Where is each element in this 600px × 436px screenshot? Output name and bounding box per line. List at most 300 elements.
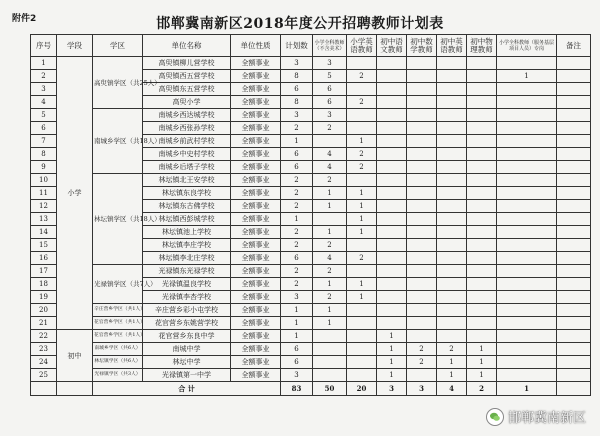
mid-math-cell [407, 278, 437, 291]
mid-physics-cell [467, 122, 497, 135]
district-cell: 花官营乡学区（共1人） [93, 317, 143, 330]
total-row [31, 382, 591, 396]
total-english-cell: 20 [347, 382, 377, 396]
mid-english-cell [437, 122, 467, 135]
unit-type-cell: 全额事业 [231, 213, 281, 226]
unit-name-cell: 辛庄营乡彩小屯学校 [143, 304, 231, 317]
special-post-cell [497, 252, 557, 265]
remarks-cell [557, 343, 591, 356]
plan-count-cell: 1 [281, 304, 313, 317]
english-teacher-cell: 1 [347, 187, 377, 200]
unit-type-cell: 全额事业 [231, 317, 281, 330]
mid-physics-cell [467, 239, 497, 252]
unit-type-cell: 全额事业 [231, 122, 281, 135]
row-index: 4 [31, 96, 57, 109]
table-row [31, 265, 591, 278]
row-index: 11 [31, 187, 57, 200]
unit-type-cell: 全额事业 [231, 135, 281, 148]
total-m-english-cell: 4 [437, 382, 467, 396]
mid-math-cell [407, 252, 437, 265]
row-index: 23 [31, 343, 57, 356]
general-teacher-cell: 1 [313, 304, 347, 317]
plan-count-cell: 6 [281, 148, 313, 161]
english-teacher-cell: 1 [347, 200, 377, 213]
mid-english-cell [437, 317, 467, 330]
mid-english-cell [437, 291, 467, 304]
row-index: 21 [31, 317, 57, 330]
mid-english-cell [437, 239, 467, 252]
table-header-row [31, 35, 591, 57]
mid-english-cell [437, 187, 467, 200]
mid-physics-cell [467, 57, 497, 70]
mid-math-cell [407, 213, 437, 226]
plan-count-cell: 6 [281, 83, 313, 96]
mid-math-cell [407, 200, 437, 213]
total-blank-cell [31, 382, 57, 396]
stage-cell: 初中 [57, 330, 93, 382]
mid-physics-cell [467, 304, 497, 317]
english-teacher-cell: 1 [347, 278, 377, 291]
plan-count-cell: 2 [281, 174, 313, 187]
mid-physics-cell [467, 317, 497, 330]
row-index: 6 [31, 122, 57, 135]
special-post-cell [497, 57, 557, 70]
special-post-cell [497, 83, 557, 96]
remarks-cell [557, 330, 591, 343]
plan-count-cell: 3 [281, 109, 313, 122]
unit-type-cell: 全额事业 [231, 200, 281, 213]
general-teacher-cell [313, 330, 347, 343]
english-teacher-cell [347, 265, 377, 278]
mid-chinese-cell [377, 135, 407, 148]
total-plan-cell: 83 [281, 382, 313, 396]
table-row [31, 343, 591, 356]
unit-type-cell: 全额事业 [231, 148, 281, 161]
unit-name-cell: 南城乡西达城学校 [143, 109, 231, 122]
table-row [31, 356, 591, 369]
mid-chinese-cell: 1 [377, 330, 407, 343]
header-general-teacher: 小学全科教师（不含美术） [313, 35, 347, 57]
mid-chinese-cell [377, 317, 407, 330]
mid-physics-cell [467, 70, 497, 83]
unit-type-cell: 全额事业 [231, 161, 281, 174]
stage-cell: 小学 [57, 57, 93, 330]
unit-type-cell: 全额事业 [231, 330, 281, 343]
row-index: 2 [31, 70, 57, 83]
mid-math-cell [407, 304, 437, 317]
mid-math-cell [407, 135, 437, 148]
mid-english-cell [437, 161, 467, 174]
plan-count-cell: 6 [281, 356, 313, 369]
header-special-post: 小学全科教师（服务基层项目人员）专岗 [497, 35, 557, 57]
row-index: 8 [31, 148, 57, 161]
header-district: 学区 [93, 35, 143, 57]
row-index: 24 [31, 356, 57, 369]
unit-type-cell: 全额事业 [231, 343, 281, 356]
english-teacher-cell: 1 [347, 135, 377, 148]
mid-chinese-cell [377, 278, 407, 291]
english-teacher-cell: 1 [347, 213, 377, 226]
mid-math-cell [407, 161, 437, 174]
unit-name-cell: 高臾镇柳儿营学校 [143, 57, 231, 70]
mid-math-cell [407, 174, 437, 187]
english-teacher-cell [347, 57, 377, 70]
row-index: 15 [31, 239, 57, 252]
attachment-label: 附件2 [12, 14, 37, 24]
mid-math-cell [407, 330, 437, 343]
district-cell: 光禄镇学区（共7人） [93, 265, 143, 304]
remarks-cell [557, 122, 591, 135]
general-teacher-cell: 3 [313, 57, 347, 70]
general-teacher-cell: 5 [313, 70, 347, 83]
unit-type-cell: 全额事业 [231, 187, 281, 200]
mid-physics-cell [467, 200, 497, 213]
row-index: 12 [31, 200, 57, 213]
total-general-cell: 50 [313, 382, 347, 396]
unit-type-cell: 全额事业 [231, 252, 281, 265]
plan-count-cell: 3 [281, 369, 313, 382]
unit-name-cell: 光禄镇温良学校 [143, 278, 231, 291]
special-post-cell [497, 239, 557, 252]
row-index: 22 [31, 330, 57, 343]
plan-count-cell: 8 [281, 70, 313, 83]
district-cell: 南城乡学区（共18人） [93, 109, 143, 174]
unit-type-cell: 全额事业 [231, 291, 281, 304]
header-plan-count: 计划数 [281, 35, 313, 57]
plan-count-cell: 2 [281, 239, 313, 252]
row-index: 7 [31, 135, 57, 148]
general-teacher-cell: 1 [313, 226, 347, 239]
unit-name-cell: 南城乡中史村学校 [143, 148, 231, 161]
remarks-cell [557, 187, 591, 200]
general-teacher-cell [313, 135, 347, 148]
mid-chinese-cell [377, 265, 407, 278]
english-teacher-cell: 1 [347, 226, 377, 239]
general-teacher-cell: 6 [313, 96, 347, 109]
mid-english-cell: 2 [437, 343, 467, 356]
unit-type-cell: 全额事业 [231, 278, 281, 291]
general-teacher-cell: 2 [313, 265, 347, 278]
general-teacher-cell: 4 [313, 161, 347, 174]
unit-name-cell: 光禄镇东光禄学校 [143, 265, 231, 278]
mid-chinese-cell [377, 96, 407, 109]
general-teacher-cell: 2 [313, 174, 347, 187]
row-index: 3 [31, 83, 57, 96]
header-mid-english: 初中英语教师 [437, 35, 467, 57]
remarks-cell [557, 356, 591, 369]
row-index: 1 [31, 57, 57, 70]
general-teacher-cell: 4 [313, 148, 347, 161]
plan-count-cell: 6 [281, 161, 313, 174]
mid-chinese-cell [377, 174, 407, 187]
mid-chinese-cell [377, 109, 407, 122]
english-teacher-cell [347, 343, 377, 356]
mid-math-cell [407, 317, 437, 330]
special-post-cell [497, 200, 557, 213]
plan-count-cell: 1 [281, 135, 313, 148]
english-teacher-cell: 1 [347, 291, 377, 304]
total-label: 合 计 [93, 382, 281, 396]
special-post-cell [497, 304, 557, 317]
plan-count-cell: 1 [281, 213, 313, 226]
table-row [31, 174, 591, 187]
mid-math-cell [407, 187, 437, 200]
mid-math-cell [407, 96, 437, 109]
mid-english-cell [437, 109, 467, 122]
unit-name-cell: 高臾镇西五营学校 [143, 70, 231, 83]
mid-physics-cell [467, 96, 497, 109]
mid-chinese-cell [377, 291, 407, 304]
english-teacher-cell [347, 304, 377, 317]
header-mid-physics: 初中物理教师 [467, 35, 497, 57]
general-teacher-cell [313, 213, 347, 226]
english-teacher-cell [347, 239, 377, 252]
mid-physics-cell: 1 [467, 343, 497, 356]
mid-english-cell [437, 148, 467, 161]
mid-chinese-cell [377, 57, 407, 70]
remarks-cell [557, 96, 591, 109]
total-blank-cell [57, 382, 93, 396]
mid-english-cell [437, 304, 467, 317]
english-teacher-cell [347, 317, 377, 330]
district-cell: 林坛镇学区（共6人） [93, 356, 143, 369]
mid-chinese-cell [377, 83, 407, 96]
total-m-math-cell: 3 [407, 382, 437, 396]
remarks-cell [557, 161, 591, 174]
mid-physics-cell: 1 [467, 356, 497, 369]
mid-math-cell [407, 239, 437, 252]
general-teacher-cell: 1 [313, 317, 347, 330]
special-post-cell [497, 109, 557, 122]
mid-english-cell [437, 226, 467, 239]
mid-chinese-cell: 1 [377, 356, 407, 369]
general-teacher-cell: 1 [313, 200, 347, 213]
general-teacher-cell: 6 [313, 83, 347, 96]
header-english-teacher: 小学英语教师 [347, 35, 377, 57]
mid-english-cell [437, 252, 467, 265]
mid-physics-cell [467, 278, 497, 291]
remarks-cell [557, 252, 591, 265]
remarks-cell [557, 369, 591, 382]
table-row [31, 57, 591, 70]
row-index: 25 [31, 369, 57, 382]
unit-name-cell: 林坛镇北王安学校 [143, 174, 231, 187]
unit-type-cell: 全额事业 [231, 239, 281, 252]
remarks-cell [557, 200, 591, 213]
english-teacher-cell: 2 [347, 96, 377, 109]
plan-count-cell: 3 [281, 57, 313, 70]
english-teacher-cell [347, 109, 377, 122]
mid-math-cell [407, 83, 437, 96]
mid-math-cell [407, 148, 437, 161]
mid-physics-cell [467, 252, 497, 265]
unit-name-cell: 林坛镇西彭城学校 [143, 213, 231, 226]
mid-english-cell [437, 135, 467, 148]
mid-chinese-cell [377, 122, 407, 135]
remarks-cell [557, 304, 591, 317]
unit-name-cell: 南城中学 [143, 343, 231, 356]
unit-name-cell: 林坛中学 [143, 356, 231, 369]
special-post-cell [497, 343, 557, 356]
remarks-cell [557, 226, 591, 239]
unit-name-cell: 高臾小学 [143, 96, 231, 109]
remarks-cell [557, 291, 591, 304]
row-index: 17 [31, 265, 57, 278]
special-post-cell [497, 369, 557, 382]
row-index: 5 [31, 109, 57, 122]
unit-type-cell: 全额事业 [231, 174, 281, 187]
remarks-cell [557, 239, 591, 252]
unit-name-cell: 林坛镇池上学校 [143, 226, 231, 239]
mid-english-cell [437, 278, 467, 291]
general-teacher-cell [313, 369, 347, 382]
row-index: 9 [31, 161, 57, 174]
watermark [486, 407, 586, 426]
remarks-cell [557, 213, 591, 226]
header-remarks: 备注 [557, 35, 591, 57]
general-teacher-cell: 1 [313, 187, 347, 200]
mid-math-cell [407, 226, 437, 239]
remarks-cell [557, 278, 591, 291]
remarks-cell [557, 148, 591, 161]
mid-english-cell [437, 174, 467, 187]
row-index: 18 [31, 278, 57, 291]
unit-name-cell: 林坛镇东古佛学校 [143, 200, 231, 213]
mid-chinese-cell [377, 304, 407, 317]
mid-physics-cell [467, 174, 497, 187]
district-cell: 花官营乡学区（共1人） [93, 330, 143, 343]
table-row [31, 304, 591, 317]
unit-name-cell: 林坛镇李北庄学校 [143, 252, 231, 265]
english-teacher-cell: 2 [347, 161, 377, 174]
mid-english-cell [437, 265, 467, 278]
remarks-cell [557, 83, 591, 96]
unit-type-cell: 全额事业 [231, 265, 281, 278]
unit-name-cell: 南城乡后塔子学校 [143, 161, 231, 174]
general-teacher-cell: 2 [313, 239, 347, 252]
unit-name-cell: 林坛镇东良学校 [143, 187, 231, 200]
remarks-cell [557, 265, 591, 278]
remarks-cell [557, 57, 591, 70]
remarks-cell [557, 135, 591, 148]
mid-math-cell [407, 291, 437, 304]
header-index: 序号 [31, 35, 57, 57]
mid-physics-cell [467, 330, 497, 343]
total-m-physics-cell: 2 [467, 382, 497, 396]
unit-type-cell: 全额事业 [231, 369, 281, 382]
plan-count-cell: 8 [281, 96, 313, 109]
special-post-cell [497, 356, 557, 369]
mid-math-cell: 2 [407, 343, 437, 356]
mid-physics-cell: 1 [467, 369, 497, 382]
english-teacher-cell [347, 356, 377, 369]
plan-count-cell: 2 [281, 226, 313, 239]
special-post-cell [497, 213, 557, 226]
row-index: 16 [31, 252, 57, 265]
row-index: 10 [31, 174, 57, 187]
mid-english-cell: 1 [437, 356, 467, 369]
mid-physics-cell [467, 135, 497, 148]
special-post-cell [497, 174, 557, 187]
header-stage: 学段 [57, 35, 93, 57]
remarks-cell [557, 317, 591, 330]
mid-physics-cell [467, 148, 497, 161]
special-post-cell [497, 135, 557, 148]
unit-type-cell: 全额事业 [231, 356, 281, 369]
mid-math-cell [407, 57, 437, 70]
district-cell: 高臾镇学区（共25人） [93, 57, 143, 109]
unit-type-cell: 全额事业 [231, 57, 281, 70]
plan-count-cell: 2 [281, 200, 313, 213]
special-post-cell [497, 122, 557, 135]
mid-english-cell [437, 83, 467, 96]
plan-count-cell: 1 [281, 330, 313, 343]
mid-english-cell [437, 213, 467, 226]
english-teacher-cell: 2 [347, 252, 377, 265]
table-row [31, 330, 591, 343]
mid-chinese-cell [377, 252, 407, 265]
district-cell: 辛庄营乡学区（共1人） [93, 304, 143, 317]
unit-type-cell: 全额事业 [231, 226, 281, 239]
mid-english-cell [437, 200, 467, 213]
watermark-text: 邯郸冀南新区 [507, 411, 586, 426]
english-teacher-cell [347, 122, 377, 135]
general-teacher-cell [313, 356, 347, 369]
plan-count-cell: 2 [281, 265, 313, 278]
row-index: 13 [31, 213, 57, 226]
mid-physics-cell [467, 83, 497, 96]
special-post-cell [497, 265, 557, 278]
page-title: 邯郸冀南新区2018年度公开招聘教师计划表 [156, 16, 444, 32]
plan-count-cell: 2 [281, 122, 313, 135]
special-post-cell: 1 [497, 70, 557, 83]
table-row [31, 369, 591, 382]
unit-type-cell: 全额事业 [231, 304, 281, 317]
table-row [31, 109, 591, 122]
plan-count-cell: 1 [281, 317, 313, 330]
unit-type-cell: 全额事业 [231, 70, 281, 83]
recruitment-plan-table [30, 34, 591, 396]
plan-count-cell: 6 [281, 343, 313, 356]
unit-name-cell: 花官营乡东姚营学校 [143, 317, 231, 330]
row-index: 20 [31, 304, 57, 317]
unit-name-cell: 光禄镇李杏学校 [143, 291, 231, 304]
special-post-cell [497, 161, 557, 174]
mid-physics-cell [467, 265, 497, 278]
total-special-cell: 1 [497, 382, 557, 396]
english-teacher-cell [347, 369, 377, 382]
total-m-chinese-cell: 3 [377, 382, 407, 396]
special-post-cell [497, 187, 557, 200]
mid-physics-cell [467, 213, 497, 226]
mid-math-cell [407, 265, 437, 278]
table-row [31, 317, 591, 330]
mid-chinese-cell [377, 226, 407, 239]
header-unit-name: 单位名称 [143, 35, 231, 57]
mid-english-cell: 1 [437, 369, 467, 382]
mid-chinese-cell [377, 187, 407, 200]
english-teacher-cell: 2 [347, 148, 377, 161]
district-cell: 光禄镇学区（共3人） [93, 369, 143, 382]
header-unit-type: 单位性质 [231, 35, 281, 57]
mid-math-cell [407, 369, 437, 382]
unit-name-cell: 林坛镇李庄学校 [143, 239, 231, 252]
unit-type-cell: 全额事业 [231, 83, 281, 96]
header-mid-chinese: 初中语文教师 [377, 35, 407, 57]
remarks-cell [557, 109, 591, 122]
mid-english-cell [437, 57, 467, 70]
english-teacher-cell [347, 83, 377, 96]
